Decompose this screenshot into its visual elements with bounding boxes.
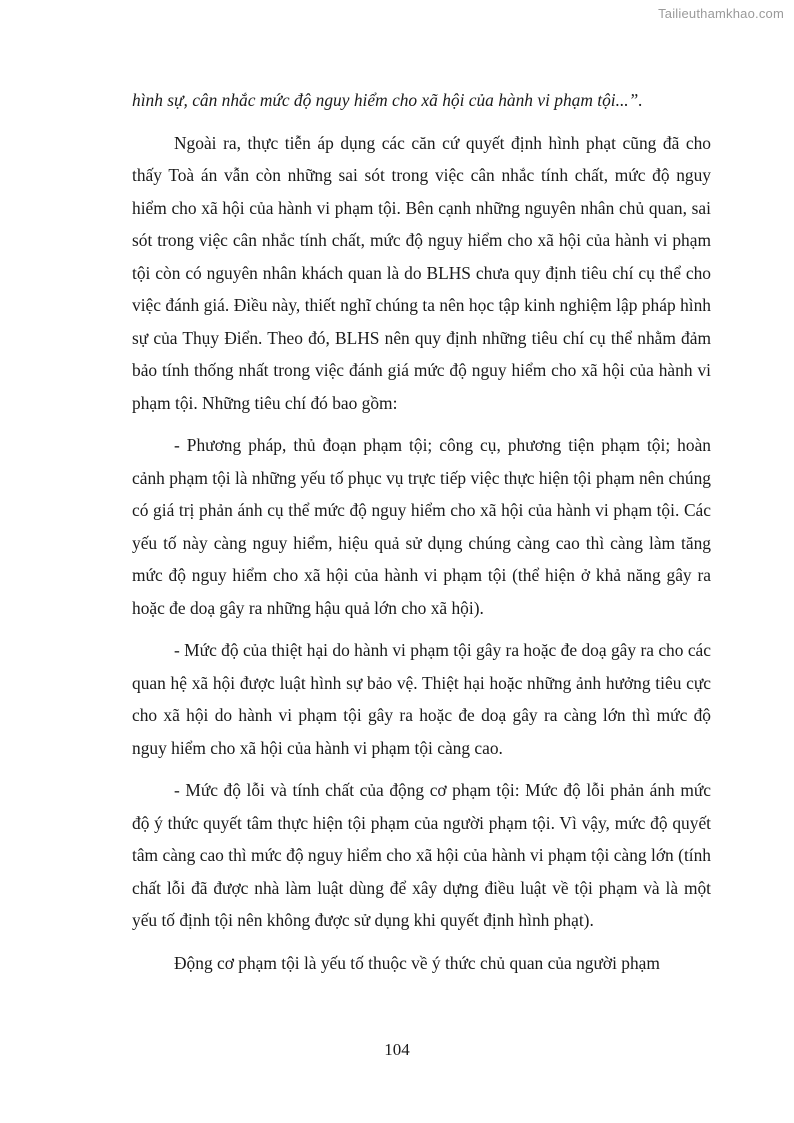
paragraph-criterion-fault: - Mức độ lỗi và tính chất của động cơ phạm tội: Mức độ lỗi phản ánh mức độ ý thức quyết tâm thực hiện tội phạm của người phạm tội. Vì vậy, mức độ quyết tâm càng cao thì mức độ nguy hiểm cho xã hội của hành vi phạm tội càng lớn (tính chất lỗi đã được nhà làm luật dùng để xây dựng điều luật về tội phạm và là một yếu tố định tội nên không được sử dụng khi quyết định hình phạt).: [132, 780, 711, 930]
paragraph-intro: Ngoài ra, thực tiễn áp dụng các căn cứ quyết định hình phạt cũng đã cho thấy Toà án vẫn còn những sai sót trong việc cân nhắc tính chất, mức độ nguy hiểm cho xã hội của hành vi phạm tội. Bên cạnh những nguyên nhân chủ quan, sai sót trong việc cân nhắc tính chất, mức độ nguy hiểm cho xã hội của hành vi phạm tội còn có nguyên nhân khách quan là do BLHS chưa quy định tiêu chí cụ thể cho việc đánh giá. Điều này, thiết nghĩ chúng ta nên học tập kinh nghiệm lập pháp hình sự của Thụy Điển. Theo đó, BLHS nên quy định những tiêu chí cụ thể nhằm đảm bảo tính thống nhất trong việc đánh giá mức độ nguy hiểm cho xã hội của hành vi phạm tội. Những tiêu chí đó bao gồm:: [132, 132, 711, 413]
paragraph-quote-end: hình sự, cân nhắc mức độ nguy hiểm cho xã hội của hành vi phạm tội...”.: [132, 90, 643, 110]
page-number: 104: [384, 1040, 410, 1059]
paragraph-motive: Động cơ phạm tội là yếu tố thuộc về ý thức chủ quan của người phạm: [174, 952, 660, 973]
watermark-text: Tailieuthamkhao.com: [658, 6, 784, 21]
paragraph-criterion-methods: - Phương pháp, thủ đoạn phạm tội; công cụ, phương tiện phạm tội; hoàn cảnh phạm tội là những yếu tố phục vụ trực tiếp việc thực hiện tội phạm nên chúng có giá trị phản ánh cụ thể mức độ nguy hiểm cho xã hội của hành vi phạm tội. Các yếu tố này càng nguy hiểm, hiệu quả sử dụng chúng càng cao thì càng làm tăng mức độ nguy hiểm cho xã hội của hành vi phạm tội (thể hiện ở khả năng gây ra hoặc đe doạ gây ra những hậu quả lớn cho xã hội).: [132, 435, 711, 618]
paragraph-criterion-damage: - Mức độ của thiệt hại do hành vi phạm tội gây ra hoặc đe doạ gây ra cho các quan hệ xã hội được luật hình sự bảo vệ. Thiệt hại hoặc những ảnh hưởng tiêu cực cho xã hội do hành vi phạm tội gây ra hoặc đe doạ gây ra càng lớn thì mức độ nguy hiểm cho xã hội của hành vi phạm tội càng cao.: [132, 640, 711, 758]
document-body: [132, 84, 711, 989]
